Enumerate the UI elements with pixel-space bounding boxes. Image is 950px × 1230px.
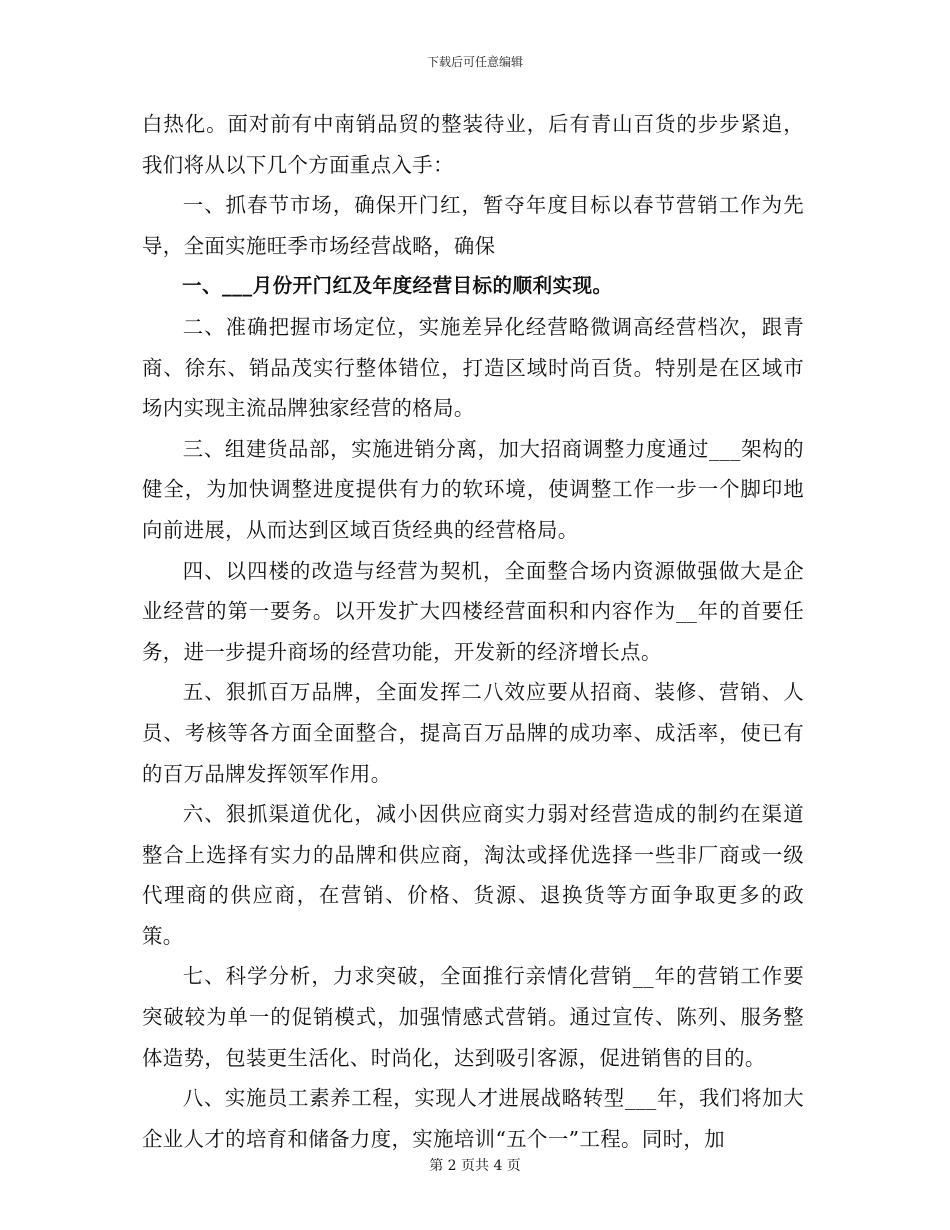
paragraph: 三、组建货品部，实施进销分离，加大招商调整力度通过___架构的健全，为加快调整进度提供有力的软环境，使调整工作一步一个脚印地向前进展，从而达到区域百货经典的经营格局。 (142, 436, 804, 542)
paragraph: 二、准确把握市场定位，实施差异化经营略微调高经营档次，跟青商、徐东、销品茂实行整体错位，打造区域时尚百货。特别是在区域市场内实现主流品牌独家经营的格局。 (142, 314, 804, 421)
section-heading: 一、___月份开门红及年度经营目标的顺利实现。 (182, 274, 613, 298)
paragraph: 六、狠抓渠道优化，减小因供应商实力弱对经营造成的制约在渠道整合上选择有实力的品牌和供应商，淘汰或择优选择一些非厂商或一级代理商的供应商，在营销、价格、货源、退换货等方面争取更多的政策。 (142, 802, 804, 948)
paragraph: 一、抓春节市场，确保开门红，暂夺年度目标以春节营销工作为先导，全面实施旺季市场经营战略，确保 (142, 193, 804, 258)
document-body (142, 104, 804, 1159)
paragraph: 白热化。面对前有中南销品贸的整装待业，后有青山百货的步步紧追，我们将从以下几个方面重点入手： (142, 112, 804, 177)
page-header: 下载后可任意编辑 (426, 55, 523, 69)
page-footer: 第 2 页共 4 页 (429, 1158, 521, 1174)
paragraph: 七、科学分析，力求突破，全面推行亲情化营销__年的营销工作要突破较为单一的促销模式，加强情感式营销。通过宣传、陈列、服务整体造势，包装更生活化、时尚化，达到吸引客源，促进销售的目的。 (142, 964, 804, 1070)
paragraph: 八、实施员工素养工程，实现人才进展战略转型___年，我们将加大企业人才的培育和储备力度，实施培训“五个一”工程。同时，加 (142, 1086, 804, 1151)
paragraph: 五、狠抓百万品牌，全面发挥二八效应要从招商、装修、营销、人员、考核等各方面全面整合，提高百万品牌的成功率、成活率，使已有的百万品牌发挥领军作用。 (142, 680, 804, 786)
paragraph: 四、以四楼的改造与经营为契机，全面整合场内资源做强做大是企业经营的第一要务。以开发扩大四楼经营面积和内容作为__年的首要任务，进一步提升商场的经营功能，开发新的经济增长点。 (142, 558, 804, 664)
